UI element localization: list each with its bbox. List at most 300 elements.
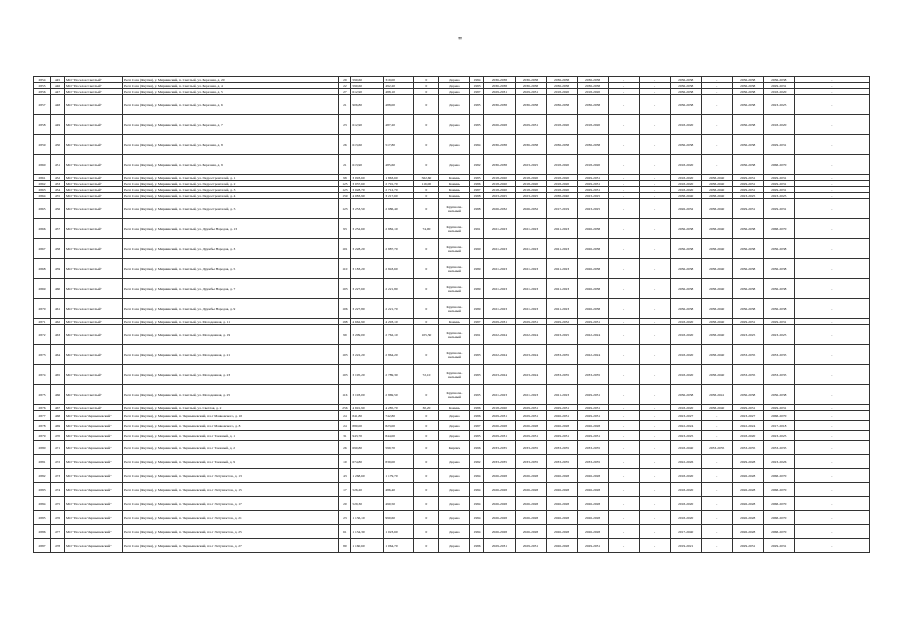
table-cell: 0 bbox=[414, 77, 439, 83]
housing-table bbox=[33, 76, 870, 553]
table-cell: 1984 bbox=[470, 469, 484, 483]
table-cell: 590,60 bbox=[351, 83, 384, 89]
table-cell: - bbox=[794, 421, 869, 431]
table-cell: 23 bbox=[339, 511, 351, 525]
table-cell: 2887 bbox=[34, 539, 51, 553]
table-cell: Дерево bbox=[439, 95, 470, 115]
table-cell: 2038-2040 bbox=[701, 199, 732, 219]
table-cell: - bbox=[701, 95, 732, 115]
table-cell: - bbox=[608, 95, 639, 115]
table-cell: 2029-2031 bbox=[484, 411, 515, 421]
table-cell: 2029-2031 bbox=[484, 431, 515, 441]
table-cell: 2018-2020 bbox=[670, 115, 701, 135]
table-cell: МО "Поселок Светлый" bbox=[65, 239, 123, 259]
table-cell: 3 037,60 bbox=[351, 181, 384, 187]
table-cell: 1983 bbox=[470, 365, 484, 385]
table-cell: 2036-2038 bbox=[732, 385, 763, 405]
table-cell: 2036-2038 bbox=[732, 279, 763, 299]
table-cell: - bbox=[608, 441, 639, 455]
table-cell: - bbox=[701, 511, 732, 525]
table-cell: МО "Поселок Чернышевский" bbox=[65, 511, 123, 525]
table-cell: Респ Саха (Якутия), у. Мирнинский, п. Чернышевский, пл-т Энтузиастов, д. 21 bbox=[123, 511, 339, 525]
table-cell: 2038-2040 bbox=[701, 187, 732, 193]
table-cell: 458 bbox=[51, 239, 65, 259]
table-cell: 2036-2038 bbox=[763, 385, 794, 405]
table-cell: Дерево bbox=[439, 483, 470, 497]
table-cell: 2018-2020 bbox=[670, 345, 701, 365]
table-cell: - bbox=[608, 181, 639, 187]
table-cell: Респ Саха (Якутия), у. Мирнинский, п. Светлый, ул. Гидростроителей, д. 2 bbox=[123, 181, 339, 187]
table-cell: 2029-2031 bbox=[732, 187, 763, 193]
table-cell: 2018-2020 bbox=[670, 187, 701, 193]
table-cell: 2 789,30 bbox=[384, 365, 414, 385]
table-cell: 0 bbox=[414, 497, 439, 511]
table-cell: 0 bbox=[414, 89, 439, 95]
table-cell: 1985 bbox=[470, 115, 484, 135]
table-cell: 0 bbox=[414, 411, 439, 421]
table-cell: 2026-2038 bbox=[577, 239, 608, 259]
table-cell: - bbox=[639, 525, 670, 539]
table-cell: 2029-2031 bbox=[546, 431, 577, 441]
table-cell: 2886 bbox=[34, 525, 51, 539]
table-cell: 2023-2025 bbox=[577, 193, 608, 199]
table-cell: 2033-2035 bbox=[515, 455, 546, 469]
table-cell: 2038-2040 bbox=[701, 405, 732, 411]
table-cell: Респ Саха (Якутия), у. Мирнинский, п. Чернышевский, пл-т Таежный, д. 9 bbox=[123, 455, 339, 469]
table-cell: 2036-2038 bbox=[484, 155, 515, 175]
table-cell: 2023-2027 bbox=[670, 411, 701, 421]
table-cell: 2036-2038 bbox=[732, 89, 763, 95]
table-cell: МО "Поселок Чернышевский" bbox=[65, 497, 123, 511]
table-cell: 490,50 bbox=[384, 497, 414, 511]
table-cell: 2018-2020 bbox=[546, 89, 577, 95]
table-cell: - bbox=[639, 83, 670, 89]
table-cell: МО "Поселок Светлый" bbox=[65, 259, 123, 279]
table-cell: 1 064,70 bbox=[384, 539, 414, 553]
table-cell: 2029-2031 bbox=[484, 89, 515, 95]
table-cell: 105,30 bbox=[414, 325, 439, 345]
table-cell: 2021-2023 bbox=[515, 239, 546, 259]
table-cell: 1982 bbox=[470, 455, 484, 469]
table-cell: - bbox=[639, 181, 670, 187]
table-cell: - bbox=[608, 319, 639, 325]
table-cell: - bbox=[608, 299, 639, 319]
table-cell: 1 268,60 bbox=[351, 469, 384, 483]
table-cell: Дерево bbox=[439, 511, 470, 525]
table-cell: 446 bbox=[51, 83, 65, 89]
table-row bbox=[34, 469, 870, 483]
table-cell: 2026-2028 bbox=[732, 497, 763, 511]
table-cell: 2038-2041 bbox=[701, 385, 732, 405]
table-cell: 61 bbox=[339, 525, 351, 539]
table-cell: 2029-2031 bbox=[763, 405, 794, 411]
table-cell: - bbox=[794, 511, 869, 525]
table-cell: - bbox=[608, 385, 639, 405]
table-cell: 1988 bbox=[470, 193, 484, 199]
table-row bbox=[34, 431, 870, 441]
table-cell: - bbox=[639, 77, 670, 83]
table-cell: 465 bbox=[51, 365, 65, 385]
table-cell: 0 bbox=[414, 345, 439, 365]
table-cell: 72,10 bbox=[414, 365, 439, 385]
table-cell: 2026-2028 bbox=[484, 511, 515, 525]
table-cell: 2036-2038 bbox=[577, 83, 608, 89]
table-cell: 2029-2031 bbox=[546, 405, 577, 411]
table-cell: 2018-2020 bbox=[670, 319, 701, 325]
table-cell: 2068-2070 bbox=[763, 411, 794, 421]
table-cell: МО "Поселок Светлый" bbox=[65, 219, 123, 239]
table-cell: 2038-2040 bbox=[701, 175, 732, 181]
table-cell: 2017-2019 bbox=[546, 199, 577, 219]
table-cell: 469 bbox=[51, 421, 65, 431]
table-cell: Респ Саха (Якутия), у. Мирнинский, п. Светлый, ул. Березная, д. 7 bbox=[123, 115, 339, 135]
table-cell: 485,60 bbox=[384, 155, 414, 175]
table-cell: 2026-2028 bbox=[732, 511, 763, 525]
table-cell: 2029-2031 bbox=[515, 89, 546, 95]
table-cell: 2026-2032 bbox=[484, 199, 515, 219]
table-cell: 3 227,80 bbox=[351, 299, 384, 319]
table-cell: 468 bbox=[51, 411, 65, 421]
table-cell: 1995 bbox=[470, 385, 484, 405]
table-cell: 2033-2035 bbox=[577, 455, 608, 469]
table-cell: 2036-2038 bbox=[670, 77, 701, 83]
table-cell: 2026-2028 bbox=[546, 421, 577, 431]
table-cell: 1984 bbox=[470, 483, 484, 497]
table-cell: 2036-2038 bbox=[515, 135, 546, 155]
table-cell: 0 bbox=[414, 469, 439, 483]
table-cell: - bbox=[608, 421, 639, 431]
table-cell: 2884 bbox=[34, 497, 51, 511]
table-cell: - bbox=[794, 497, 869, 511]
table-cell: Дерево bbox=[439, 77, 470, 83]
table-cell: 3 209,00 bbox=[351, 325, 384, 345]
table-cell: - bbox=[794, 299, 869, 319]
table-cell: 2036-2038 bbox=[732, 219, 763, 239]
table-cell: 2026-2028 bbox=[515, 511, 546, 525]
table-cell: Дерево bbox=[439, 155, 470, 175]
table-cell: 1984 bbox=[470, 525, 484, 539]
table-cell: Дерево bbox=[439, 115, 470, 135]
table-cell: Камень bbox=[439, 319, 470, 325]
table-body bbox=[34, 77, 870, 553]
table-cell: 3 228,20 bbox=[351, 239, 384, 259]
table-row bbox=[34, 115, 870, 135]
table-cell: 2036-2038 bbox=[763, 299, 794, 319]
table-cell: МО "Поселок Светлый" bbox=[65, 181, 123, 187]
table-cell: 2033-2035 bbox=[763, 441, 794, 455]
table-cell: 2029-2028 bbox=[732, 455, 763, 469]
table-cell: Респ Саха (Якутия), у. Мирнинский, п. Чернышевский, пл-т Энтузиастов, д. 27 bbox=[123, 539, 339, 553]
table-cell: - bbox=[794, 279, 869, 299]
table-cell: 2021-2023 bbox=[515, 259, 546, 279]
table-cell: - bbox=[794, 89, 869, 95]
table-cell: 1983 bbox=[470, 83, 484, 89]
table-cell: 2021-2023 bbox=[546, 239, 577, 259]
table-cell: - bbox=[794, 319, 869, 325]
table-cell: 0 bbox=[414, 421, 439, 431]
table-cell: 2 882,10 bbox=[384, 219, 414, 239]
table-cell: 2029-2031 bbox=[577, 175, 608, 181]
table-cell: МО "Поселок Светлый" bbox=[65, 365, 123, 385]
table-cell: 2068-2070 bbox=[763, 469, 794, 483]
table-cell: Респ Саха (Якутия), у. Мирнинский, п. Чернышевский, пл-т Маяковского, д. 8 bbox=[123, 421, 339, 431]
table-cell: - bbox=[794, 385, 869, 405]
table-cell: - bbox=[608, 365, 639, 385]
table-cell: 2036-2038 bbox=[732, 95, 763, 115]
table-cell: 4 691,90 bbox=[351, 405, 384, 411]
table-cell: 2026-2028 bbox=[515, 469, 546, 483]
table-cell: 2021-2023 bbox=[546, 279, 577, 299]
table-cell: 3 253,50 bbox=[351, 199, 384, 219]
table-cell: 2029-2031 bbox=[577, 319, 608, 325]
table-cell: 2029-2031 bbox=[577, 187, 608, 193]
table-cell: 2029-2031 bbox=[763, 181, 794, 187]
table-cell: 0 bbox=[414, 95, 439, 115]
table-cell: 2855 bbox=[34, 83, 51, 89]
table-cell: - bbox=[701, 89, 732, 95]
table-cell: - bbox=[608, 405, 639, 411]
table-cell: МО "Поселок Чернышевский" bbox=[65, 483, 123, 497]
table-cell: 453 bbox=[51, 181, 65, 187]
table-cell: - bbox=[794, 441, 869, 455]
table-cell: 1984 bbox=[470, 497, 484, 511]
table-cell: 2036-2038 bbox=[670, 135, 701, 155]
table-cell: 2018-2040 bbox=[670, 441, 701, 455]
table-cell: 116 bbox=[339, 385, 351, 405]
table-cell: Респ Саха (Якутия), у. Мирнинский, п. Чернышевский, пл-т Маяковского, д. 10 bbox=[123, 411, 339, 421]
table-cell: 2021-2023 bbox=[484, 239, 515, 259]
table-cell: 474 bbox=[51, 483, 65, 497]
table-cell: 2867 bbox=[34, 239, 51, 259]
table-cell: - bbox=[794, 455, 869, 469]
table-cell: 2869 bbox=[34, 279, 51, 299]
table-row bbox=[34, 365, 870, 385]
table-cell: - bbox=[608, 279, 639, 299]
table-cell: 0 bbox=[414, 115, 439, 135]
table-cell: - bbox=[794, 219, 869, 239]
table-cell: - bbox=[701, 421, 732, 431]
table-cell: 2038-2040 bbox=[701, 193, 732, 199]
table-cell: 2026-2028 bbox=[546, 539, 577, 553]
table-cell: 2 712,70 bbox=[384, 187, 414, 193]
table-row bbox=[34, 441, 870, 455]
table-cell: 2038-2040 bbox=[701, 259, 732, 279]
table-cell: - bbox=[639, 365, 670, 385]
table-cell: Респ Саха (Якутия), у. Мирнинский, п. Светлый, ул. Молодежная, д. 23 bbox=[123, 365, 339, 385]
table-cell: 3 028,70 bbox=[351, 187, 384, 193]
table-cell: 93 bbox=[339, 219, 351, 239]
table-cell: - bbox=[608, 469, 639, 483]
table-cell: 2029-2031 bbox=[732, 175, 763, 181]
table-cell: 0 bbox=[414, 483, 439, 497]
table-cell: 2036-2038 bbox=[577, 95, 608, 115]
table-cell: Респ Саха (Якутия), у. Мирнинский, п. Светлый, ул. Гидростроителей, д. 5 bbox=[123, 199, 339, 219]
table-cell: 1987 bbox=[470, 89, 484, 95]
table-cell: 2036-2038 bbox=[732, 299, 763, 319]
table-cell: 2873 bbox=[34, 345, 51, 365]
table-cell: 2036-2038 bbox=[732, 135, 763, 155]
table-cell: МО "Поселок Чернышевский" bbox=[65, 411, 123, 421]
table-cell: 2038-2040 bbox=[701, 181, 732, 187]
table-row bbox=[34, 95, 870, 115]
table-cell: 2026-2028 bbox=[732, 469, 763, 483]
table-cell: 2021-2023 bbox=[484, 279, 515, 299]
table-cell: Дерево bbox=[439, 497, 470, 511]
table-cell: 2859 bbox=[34, 135, 51, 155]
table-cell: 2023-2024 bbox=[515, 345, 546, 365]
table-cell: 0 bbox=[414, 385, 439, 405]
table-cell: 2038-2040 bbox=[701, 279, 732, 299]
table-cell: Дерево bbox=[439, 455, 470, 469]
table-cell: 2023-2025 bbox=[546, 325, 577, 345]
table-cell: 2029-2031 bbox=[577, 385, 608, 405]
table-cell: Респ Саха (Якутия), у. Мирнинский, п. Светлый, ул. Березная, д. 9 bbox=[123, 155, 339, 175]
table-cell: МО "Поселок Светлый" bbox=[65, 77, 123, 83]
table-cell: МО "Поселок Чернышевский" bbox=[65, 441, 123, 455]
table-cell: 2033-2035 bbox=[732, 345, 763, 365]
table-cell: 2875 bbox=[34, 385, 51, 405]
table-cell: 2036-2038 bbox=[577, 77, 608, 83]
table-cell: - bbox=[639, 239, 670, 259]
table-cell: 1988 bbox=[470, 199, 484, 219]
table-row bbox=[34, 539, 870, 553]
table-row bbox=[34, 421, 870, 431]
table-cell: 488,10 bbox=[384, 89, 414, 95]
table-cell: 17 bbox=[339, 483, 351, 497]
table-cell: 1 179,70 bbox=[384, 469, 414, 483]
table-cell: 2033-2035 bbox=[546, 441, 577, 455]
table-cell: Респ Саха (Якутия), у. Мирнинский, п. Светлый, ул. Березная, д. 5 bbox=[123, 89, 339, 95]
table-cell: 2036-2038 bbox=[670, 279, 701, 299]
table-cell: 2880 bbox=[34, 441, 51, 455]
table-cell: 2023-2025 bbox=[515, 155, 546, 175]
table-cell: 612,90 bbox=[351, 89, 384, 95]
table-cell: 3 227,60 bbox=[351, 279, 384, 299]
table-cell: 4 662,90 bbox=[351, 319, 384, 325]
table-cell: - bbox=[608, 431, 639, 441]
table-cell: 2022-2024 bbox=[515, 325, 546, 345]
table-cell: Респ Саха (Якутия), у. Мирнинский, п. Чернышевский, пл-т Энтузиастов, д. 17 bbox=[123, 497, 339, 511]
table-cell: 2029-2031 bbox=[763, 175, 794, 181]
table-cell: 2038-2040 bbox=[701, 365, 732, 385]
table-cell: Респ Саха (Якутия), у. Мирнинский, п. Светлый, ул. Дружбы Народов, д. 13 bbox=[123, 219, 339, 239]
table-cell: 2023-2024 bbox=[515, 365, 546, 385]
table-cell: - bbox=[608, 155, 639, 175]
table-cell: - bbox=[639, 193, 670, 199]
table-cell: 488,00 bbox=[384, 95, 414, 115]
table-cell: 2018-2020 bbox=[670, 511, 701, 525]
table-cell: 2029-2031 bbox=[763, 319, 794, 325]
table-cell: 456 bbox=[51, 199, 65, 219]
table-cell: 2038-2040 bbox=[670, 193, 701, 199]
table-cell: 3 093,60 bbox=[351, 175, 384, 181]
table-cell: 2029-2031 bbox=[577, 405, 608, 411]
table-cell: 2023-2025 bbox=[515, 193, 546, 199]
table-cell: Дерево bbox=[439, 431, 470, 441]
table-cell: 30,20 bbox=[414, 405, 439, 411]
table-cell: 2033-2035 bbox=[515, 441, 546, 455]
table-cell: 2026-2028 bbox=[484, 497, 515, 511]
table-cell: - bbox=[794, 187, 869, 193]
table-cell: 460 bbox=[51, 279, 65, 299]
table-cell: 2018-2020 bbox=[670, 175, 701, 181]
table-cell: 1987 bbox=[470, 319, 484, 325]
table-cell: 2018-2020 bbox=[670, 325, 701, 345]
table-cell: 21 bbox=[339, 95, 351, 115]
table-cell: 2026-2028 bbox=[577, 497, 608, 511]
table-cell: 2 791,70 bbox=[384, 181, 414, 187]
table-cell: Крупнопа-нельный bbox=[439, 259, 470, 279]
table-cell: 452 bbox=[51, 175, 65, 181]
table-cell: 1 134,30 bbox=[351, 525, 384, 539]
table-cell: 198 bbox=[339, 319, 351, 325]
table-cell: 2038-2040 bbox=[701, 239, 732, 259]
table-cell: 1986 bbox=[470, 405, 484, 411]
table-cell: - bbox=[639, 385, 670, 405]
table-cell: 99 bbox=[339, 325, 351, 345]
table-cell: 457 bbox=[51, 219, 65, 239]
table-cell: 472 bbox=[51, 455, 65, 469]
table-cell: 2856 bbox=[34, 89, 51, 95]
table-cell: 29 bbox=[339, 77, 351, 83]
table-cell: 464 bbox=[51, 345, 65, 365]
table-cell: Дерево bbox=[439, 421, 470, 431]
table-cell: 2018-2020 bbox=[577, 155, 608, 175]
table-cell: 0 bbox=[414, 455, 439, 469]
table-cell: 0 bbox=[414, 259, 439, 279]
table-cell: - bbox=[608, 219, 639, 239]
page-mark: " bbox=[458, 36, 463, 47]
table-cell: 103 bbox=[339, 365, 351, 385]
table-cell: 1982 bbox=[470, 155, 484, 175]
table-cell: 448 bbox=[51, 95, 65, 115]
table-cell: 2068-2070 bbox=[763, 483, 794, 497]
table-cell: 2068-2070 bbox=[763, 219, 794, 239]
table-cell: 2026-2028 bbox=[484, 115, 515, 135]
table-cell: 2026-2028 bbox=[577, 483, 608, 497]
table-cell: 0 bbox=[414, 135, 439, 155]
table-cell: 2022-2024 bbox=[577, 345, 608, 365]
table-cell: 2018-2020 bbox=[484, 187, 515, 193]
table-cell: - bbox=[794, 77, 869, 83]
table-cell: 1984 bbox=[470, 135, 484, 155]
table-cell: 2 221,80 bbox=[384, 279, 414, 299]
table-cell: - bbox=[639, 279, 670, 299]
table-cell: 2018-2020 bbox=[670, 497, 701, 511]
table-cell: МО "Поселок Светлый" bbox=[65, 187, 123, 193]
table-cell: Респ Саха (Якутия), у. Мирнинский, п. Светлый, ул. Гидростроителей, д. 1 bbox=[123, 175, 339, 181]
table-cell: 2026-2028 bbox=[484, 483, 515, 497]
table-cell: 2862 bbox=[34, 181, 51, 187]
table-cell: 2068-2070 bbox=[763, 511, 794, 525]
table-cell: 1990 bbox=[470, 239, 484, 259]
table-cell: - bbox=[794, 469, 869, 483]
table-cell: - bbox=[794, 135, 869, 155]
table-cell: 2021-2023 bbox=[546, 385, 577, 405]
table-cell: 256 bbox=[339, 405, 351, 411]
table-cell: 1 136,10 bbox=[351, 511, 384, 525]
table-cell: 2018-2020 bbox=[670, 365, 701, 385]
table-cell: 2029-2031 bbox=[763, 135, 794, 155]
table-cell: Дерево bbox=[439, 469, 470, 483]
table-cell: 2036-2038 bbox=[670, 219, 701, 239]
table-cell: - bbox=[794, 95, 869, 115]
table-cell: 2018-2020 bbox=[670, 483, 701, 497]
table-cell: - bbox=[639, 325, 670, 345]
table-cell: 492,20 bbox=[384, 83, 414, 89]
table-cell: 26 bbox=[339, 441, 351, 455]
table-cell: - bbox=[608, 455, 639, 469]
